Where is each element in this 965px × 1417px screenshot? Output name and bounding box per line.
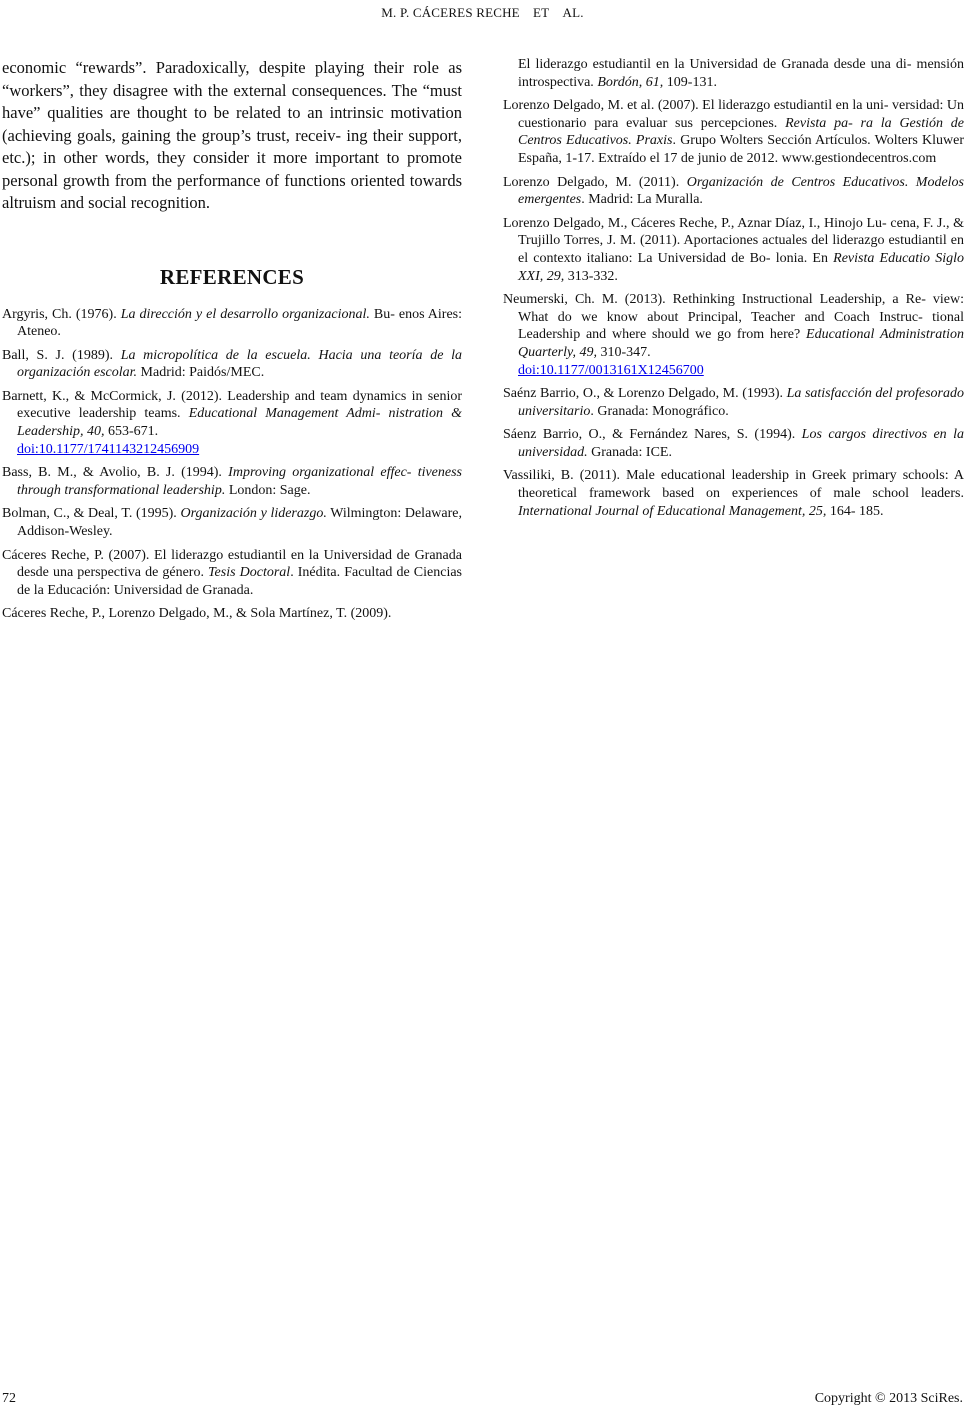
reference-text: Neumerski, Ch. M. (2013). Rethinking Instructional Leadership, a Re- view: What do we know about Principal, Teacher and Coach Instruc- tional Leadership and where should we go from here? [503,292,964,343]
reference-source-title: Los cargos directivos en la universidad. [518,427,964,460]
body-paragraph: economic “rewards”. Paradoxically, despite playing their role as “workers”, they disagree with the external consequences. The “must have” qualities are thought to be related to an intrinsic motivation (achieving goals, gaining the group’s trust, receiv- ing their support, etc.); in other words, they consider it more important to promote personal growth from the performance of functions oriented towards altruism and social recognition. [2,58,462,212]
reference-entry [2,306,462,341]
reference-source-title: La satisfacción del profesorado universitario [518,386,964,419]
reference-source-title: Revista Educatio Siglo XXI, 29, [518,250,965,284]
reference-text: Cáceres Reche, P. (2007). El liderazgo estudiantil en la Universidad de Granada desde una perspectiva de género. [2,547,462,581]
reference-entry [2,388,462,458]
references-list-right [503,56,964,520]
reference-entry [2,505,462,540]
reference-text-end: 310-347. [596,344,651,360]
reference-entry [503,215,964,285]
reference-text: Barnett, K., & McCormick, J. (2012). Leadership and team dynamics in senior executive leadership teams. [2,388,462,422]
reference-text: Vassiliki, B. (2011). Male educational leadership in Greek primary schools: A theoretical framework based on experiences of male school leaders. [503,468,964,502]
reference-source-title: Organización de Centros Educativos. Modelos emergentes [518,174,965,208]
reference-entry [503,467,964,520]
reference-text: Saénz Barrio, O., & Lorenzo Delgado, M. (1993). [503,386,787,402]
reference-text: Ball, S. J. (1989). [2,347,121,363]
reference-source-title: Organización y liderazgo. [180,506,327,522]
reference-entry [2,464,462,499]
reference-text-end: London: Sage. [225,482,311,498]
reference-entry [503,174,964,209]
reference-source-title: Bordón, 61, [597,74,664,90]
reference-text: Cáceres Reche, P., Lorenzo Delgado, M., & Sola Martínez, T. (2009). [2,606,392,622]
reference-text: Bass, B. M., & Avolio, B. J. (1994). [2,465,229,481]
reference-text-end: . Granada: Monográfico. [590,403,729,419]
reference-text-end: . Grupo Wolters Sección Artículos. Wolters Kluwer España, 1-17. Extraído el 17 de junio de 2012. www.gestiondecentros.com [518,133,964,166]
reference-text: Bolman, C., & Deal, T. (1995). [2,506,181,522]
reference-text-end: . Inédita. Facultad de Ciencias de la Educación: Universidad de Granada. [17,565,463,598]
reference-text-end: . Madrid: La Muralla. [581,192,703,208]
left-column [2,57,462,629]
reference-text-end: 164- 185. [826,503,884,519]
reference-text: Lorenzo Delgado, M. et al. (2007). El liderazgo estudiantil en la uni- versidad: Un cuestionario para evaluar sus percepciones. [503,98,964,131]
reference-entry [503,97,964,167]
reference-entry [2,347,462,382]
right-column [503,56,964,526]
reference-text-end: 653-671. [104,424,159,440]
reference-source-title: La micropolítica de la escuela. Hacia una teoría de la organización escolar. [17,347,463,381]
references-list-left [2,306,462,624]
reference-text: Argyris, Ch. (1976). [2,306,121,322]
reference-source-title: International Journal of Educational Management, 25, [518,503,827,519]
reference-entry [503,385,964,420]
reference-text-end: Granada: ICE. [587,444,672,460]
reference-text-end: Wilmington: Delaware, Addison-Wesley. [17,506,462,540]
reference-entry [503,56,964,91]
reference-source-title: Improving organizational effec- tiveness through transformational leadership. [17,465,463,498]
reference-text: Lorenzo Delgado, M. (2011). [503,174,687,190]
reference-source-title: La dirección y el desarrollo organizacional. [120,306,370,322]
reference-text: El liderazgo estudiantil en la Universidad de Granada desde una di- mensión introspectiva. [518,57,964,90]
reference-source-title: Tesis Doctoral [208,565,291,581]
reference-entry [2,547,462,600]
reference-entry [503,291,964,379]
reference-source-title: Revista pa- ra la Gestión de Centros Educativos. Praxis [518,115,964,149]
doi-link[interactable]: doi:10.1177/0013161X12456700 [518,362,704,378]
reference-text: Lorenzo Delgado, M., Cáceres Reche, P., Aznar Díaz, I., Hinojo Lu- cena, F. J., & Trujillo Torres, J. M. (2011). Aportaciones actuales del liderazgo estudiantil en el contexto italiano: La Universidad de Bo- lonia. En [503,215,964,266]
reference-text-end: 313-332. [564,268,618,284]
reference-text-end: Bu- enos Aires: Ateneo. [17,306,462,340]
reference-text: Sáenz Barrio, O., & Fernández Nares, S. (1994). [503,427,802,443]
copyright-notice: Copyright © 2013 SciRes. [814,1391,963,1406]
reference-text-end: Madrid: Paidós/MEC. [137,365,265,381]
reference-text-end: 109-131. [663,74,717,90]
page-number: 72 [2,1391,16,1406]
references-heading: REFERENCES [159,264,305,289]
reference-entry [503,426,964,461]
running-head: M. P. CÁCERES RECHE ET AL. [381,5,584,20]
reference-source-title: Educational Management Admi- nistration & Leadership, 40, [17,406,462,440]
reference-source-title: Educational Administration Quarterly, 49, [518,327,964,360]
doi-link[interactable]: doi:10.1177/1741143212456909 [17,441,200,457]
reference-entry [2,605,462,623]
